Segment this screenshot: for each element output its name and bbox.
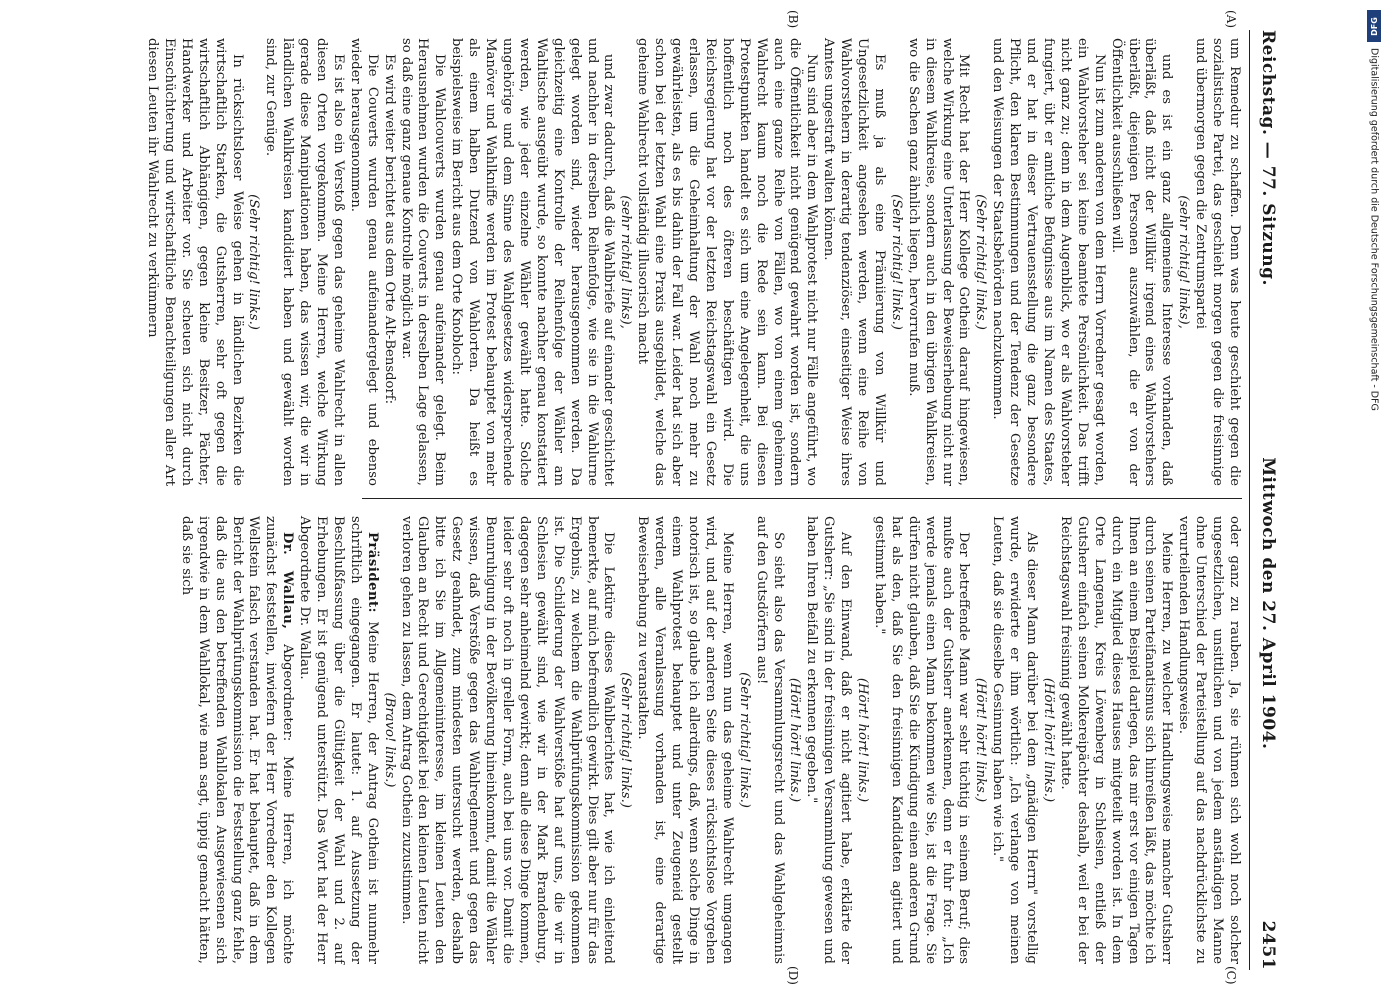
margin-mark-d: (D) xyxy=(786,966,800,985)
margin-mark-c: (C) xyxy=(1224,966,1238,985)
interjection: (Hört! hört! links.) xyxy=(1041,677,1057,803)
interjection: (sehr richtig! links), xyxy=(618,195,634,329)
text-paragraph: oder ganz zu rauben. Ja, sie rühmen sich wohl noch solcher ungesetzlichen, unsittlichen und von jedem anständigen Manne ohne Unterschied der Parteistellung auf das nachdrücklichste zu verurteilenden Handlungsweise. xyxy=(1176,516,1242,964)
margin-mark-a: (A) xyxy=(1224,10,1238,29)
interjection: (Hört! hört! links.) xyxy=(787,677,803,803)
page-number: 2451 xyxy=(1258,920,1278,970)
text-paragraph: Meine Herren, zu welcher Handlungsweise mancher Gutsherr durch seinen Parteifanatismus sich hinreißen läßt, das möchte ich Ihnen an einem Beispiel darlegen, das mir erst vor einigen Tagen durch ein Mitglied dieses Hauses mitgeteilt worden ist. In dem Orte Langenau, Kreis Löwenberg in Schlesien, entließ der Gutsherr einfach seinen Molkereipächter deshalb, weil er bei der Reichstagswahl freisinnig gewählt hatte. xyxy=(1057,516,1175,964)
text-paragraph: Nun sind aber in dem Wahlprotest nicht nur Fälle angeführt, wo die Öffentlichkeit nicht genügend gewahrt worden ist, sondern auch eine ganze Reihe von Fällen, wo von einem geheimen Wahlrecht kaum noch die Rede sein kann. Bei diesen Protestpunkten handelt es sich um eine Angelegenheit, die uns hoffentlich noch des öfteren beschäftigen wird. Die Reichsregierung hat vor der letzten Reichstagswahl ein Gesetz erlassen, um die Geheimhaltung der Wahl noch mehr zu gewährleisten, als es bis dahin der Fall war. Leider hat sich aber schon bei der letzten Wahl eine Praxis ausgebildet, welche das geheime Wahlrecht vollständig illusorisch macht xyxy=(635,38,820,486)
text-paragraph: und zwar dadurch, daß die Wahlbriefe auf einander geschichtet und nachher in derselben Reihenfolge, wie sie in die Wahlurne gelegt worden sind, wieder herausgenommen werden. Da gleichzeitig eine Kontrolle der Reihenfolge der Wähler am Wahltische ausgeübt wurde, so konnte nachher genau konstatiert werden, wie jeder einzelne Wähler gewählt hatte. Solche ungehörige und dem Sinne des Wahlgesetzes widersprechende Manöver und Wahlkniffe werden im Protest behauptet von mehr als einem halben Dutzend von Wahlorten. Da heißt es beispielsweise im Bericht aus dem Orte Knobloch: xyxy=(449,38,617,486)
text-paragraph: Es ist also ein Verstoß gegen das geheime Wahlrecht in allen diesen Orten vorgekommen. Meine Herren, welche Wirkung gerade diese Manipulationen haben, das wissen wir, die wir in ländlichen Wahlkreisen kandidiert haben und gewählt worden sind, zur Genüge. xyxy=(263,38,346,486)
column-rule xyxy=(362,498,1242,499)
interjection: (sehr richtig! links), xyxy=(1176,195,1192,329)
speaker-name: Dr. Wallau, xyxy=(280,532,296,630)
digitization-credit: Digitalisierung gefördert durch die Deutsche Forschungsgemeinschaft - DFG xyxy=(1368,48,1380,411)
text-paragraph: Auf den Einwand, daß er nicht agitiert habe, erklärte der Gutsherr: „Sie sind in der freisinnigen Versammlung gewesen und haben Ihren Beifall zu erkennen gegeben." xyxy=(804,516,854,964)
speaker-name: Präsident: xyxy=(364,532,380,614)
interjection: (Hört! hört! links.) xyxy=(973,677,989,803)
text-paragraph: Die Couverts wurden genau aufeinandergelegt und ebenso wieder herausgenommen. xyxy=(347,38,380,486)
interjection: (Sehr richtig! links.) xyxy=(618,672,634,808)
interjection: (Sehr richtig! links.) xyxy=(888,194,904,330)
text-paragraph: In rücksichtsloser Weise gehen in ländlichen Bezirken die wirtschaftlich Starken, die Gutsherren, sehr oft gegen die wirtschaftlich Abhängigen, gegen kleine Besitzer, Pächter, Handwerker und Arbeiter vor. Sie scheuen sich nicht durch Einschüchterung und wirtschaftliche Benachteiligungen aller Art diesen Leuten ihr Wahlrecht zu verkümmern xyxy=(145,38,245,486)
margin-mark-b: (B) xyxy=(786,10,800,29)
text-paragraph: um Remedur zu schaffen. Denn was heute geschieht gegen die sozialistische Partei, das geschieht morgen gegen die freisinnige und übermorgen gegen die Zentrumspartei xyxy=(1193,38,1242,486)
interjection: (Sehr richtig! links.) xyxy=(973,194,989,330)
text-paragraph: Nun ist zum anderen von dem Herrn Vorredner gesagt worden, ein Wahlvorsteher sei keine beamtete Persönlichkeit. Das trifft nicht ganz zu; denn in dem Augenblick, wo er als Wahlvorsteher fungiert, übt er amtliche Befugnisse aus im Namen des Staates, und er hat in dieser Vertrauensstellung die ganz besondere Pflicht, den klaren Bestimmungen und der Tendenz der Gesetze und den Weisungen der Staatsbehörden nachzukommen. xyxy=(990,38,1107,486)
text-paragraph: Der betreffende Mann war sehr tüchtig in seinem Beruf; dies mußte auch der Gutsherr anerkennen, denn er fuhr fort: „Ich werde jemals einen Mann bekommen wie Sie, ist die Frage. Sie dürfen nicht glauben, daß Sie die Kündigung einen anderen Grund hat als den, daß Sie den freisinnigen Kandidaten agitiert und gestimmt haben." xyxy=(871,516,972,964)
header-session: Reichstag. — 77. Sitzung. xyxy=(1258,30,1278,286)
text-paragraph: Als dieser Mann darüber bei dem „gnädigen Herrn" vorstellig wurde, erwiderte er ihm wörtlich: „Ich verlange von meinen Leuten, daß sie dieselbe Gesinnung haben wie ich." xyxy=(990,516,1040,964)
text-paragraph: So sieht also das Versammlungsrecht und das Wahlgeheimnis auf den Gutsdörfern aus! xyxy=(753,516,786,964)
text-paragraph: Mit Recht hat der Herr Kollege Gothein darauf hingewiesen, welche Wirkung eine Unterlassung der Beweiserhebung nicht nur in diesem Wahlkreise, sondern auch in den übrigen Wahlkreisen, wo die Sachen ganz ähnlich liegen, hervorrufen muß. xyxy=(905,38,972,486)
dfg-logo: DFG xyxy=(1367,10,1381,42)
text-paragraph: Es muß ja als eine Prämiierung von Willkür und Ungesetzlichkeit angesehen werden, wenn eine Reihe von Wahlvorstehern in derartig tendenziöser, einseitiger Weise ihres Amtes ungestraft walten können. xyxy=(821,38,887,486)
interjection: (Hört! hört! links.) xyxy=(855,677,871,803)
speaker-paragraph: Präsident: Meine Herren, der Antrag Gothein ist nunmehr schriftlich eingegangen. Er lautet: 1. auf Aussetzung der Beschlußfassung über die Gültigkeit der Wahl und 2. auf Erhebungen. Er ist genügend unterstützt. Das Wort hat der Herr Abgeordnete Dr. Wallau. xyxy=(297,516,380,964)
text-paragraph: und es ist ein ganz allgemeines Interesse vorhanden, daß überläßt, daß nicht der Willkür irgend eines Wahlvorstehers überläßt, diejenigen Personen auszuwählen, die er von der Öffentlichkeit ausschließen will. xyxy=(1108,38,1175,486)
header-date: Mittwoch den 27. April 1904. xyxy=(1258,457,1278,750)
interjection: (Sehr richtig! links.) xyxy=(246,194,262,330)
text-paragraph: Die Lektüre dieses Wahlberichtes hat, wie ich einleitend bemerkte, auf mich befremdlich gewirkt. Dies gilt aber nur für das Ergebnis, zu welchem die Wahlprüfungskommission gekommen ist. Die Schilderung der Wahlverstöße hat auf uns, die wir in Schlesien gewählt sind, wie wir in der Mark Brandenburg, dagegen sehr anheimelnd gewirkt; denn alle diese Dinge kommen, leider sehr oft noch in greller Form, auch bei uns vor. Damit die Beunruhigung in der Bevölkerung hineinkommt, damit die Wähler wissen, daß Verstöße gegen das Wahlreglement und gegen das Gesetz geahndet, zum mindesten untersucht werden, deshalb bitte ich Sie im Allgemeininteresse, im kleinen Leuten den Glauben an Recht und Gerechtigkeit bei den kleinen Leuten nicht verloren gehen zu lassen, dem Antrag Gothein zuzustimmen. xyxy=(398,516,617,964)
page-header xyxy=(1254,30,1282,970)
interjection: (Bravo! links.) xyxy=(381,692,397,788)
text-paragraph: Es wird weiter berichtet aus dem Orte Alt-Bensdorf: xyxy=(381,54,397,405)
speaker-paragraph: Dr. Wallau, Abgeordneter: Meine Herren, ich möchte zunächst feststellen, inwiefern der Herr Vorredner den Kollegen Wellstein falsch verstanden hat. Er hat behauptet, daß in dem Bericht der Wahlprüfungskommission die Feststellung ganz fehle, daß die aus den betreffenden Wahllokalen Ausgewiesenen sich irgendwie in dem Wahllokal, wie man sagt, üppig gemacht hätten, daß sie sich xyxy=(178,516,296,964)
text-paragraph: Die Wahlcouverts wurden genau aufeinander gelegt. Beim Herausnehmen wurden die Couverts in derselben Lage gelassen, so daß eine ganz genaue Kontrolle möglich war. xyxy=(398,38,448,486)
text-paragraph: Meine Herren, wenn nun das geheime Wahlrecht umgangen wird, und auf der anderen Seite dieses rücksichtslose Vorgehen notorisch ist, so glaube ich allerdings, daß, wenn solche Dinge in einem Wahlprotest behauptet und unter Zeugeneid gestellt werden, alle Veranlassung vorhanden ist, eine derartige Beweiserhebung zu veranstalten. xyxy=(635,516,735,964)
header-rule xyxy=(1249,30,1250,970)
right-text-column xyxy=(178,516,1242,964)
left-text-column xyxy=(145,38,1242,486)
interjection: (Sehr richtig! links.) xyxy=(736,672,752,808)
